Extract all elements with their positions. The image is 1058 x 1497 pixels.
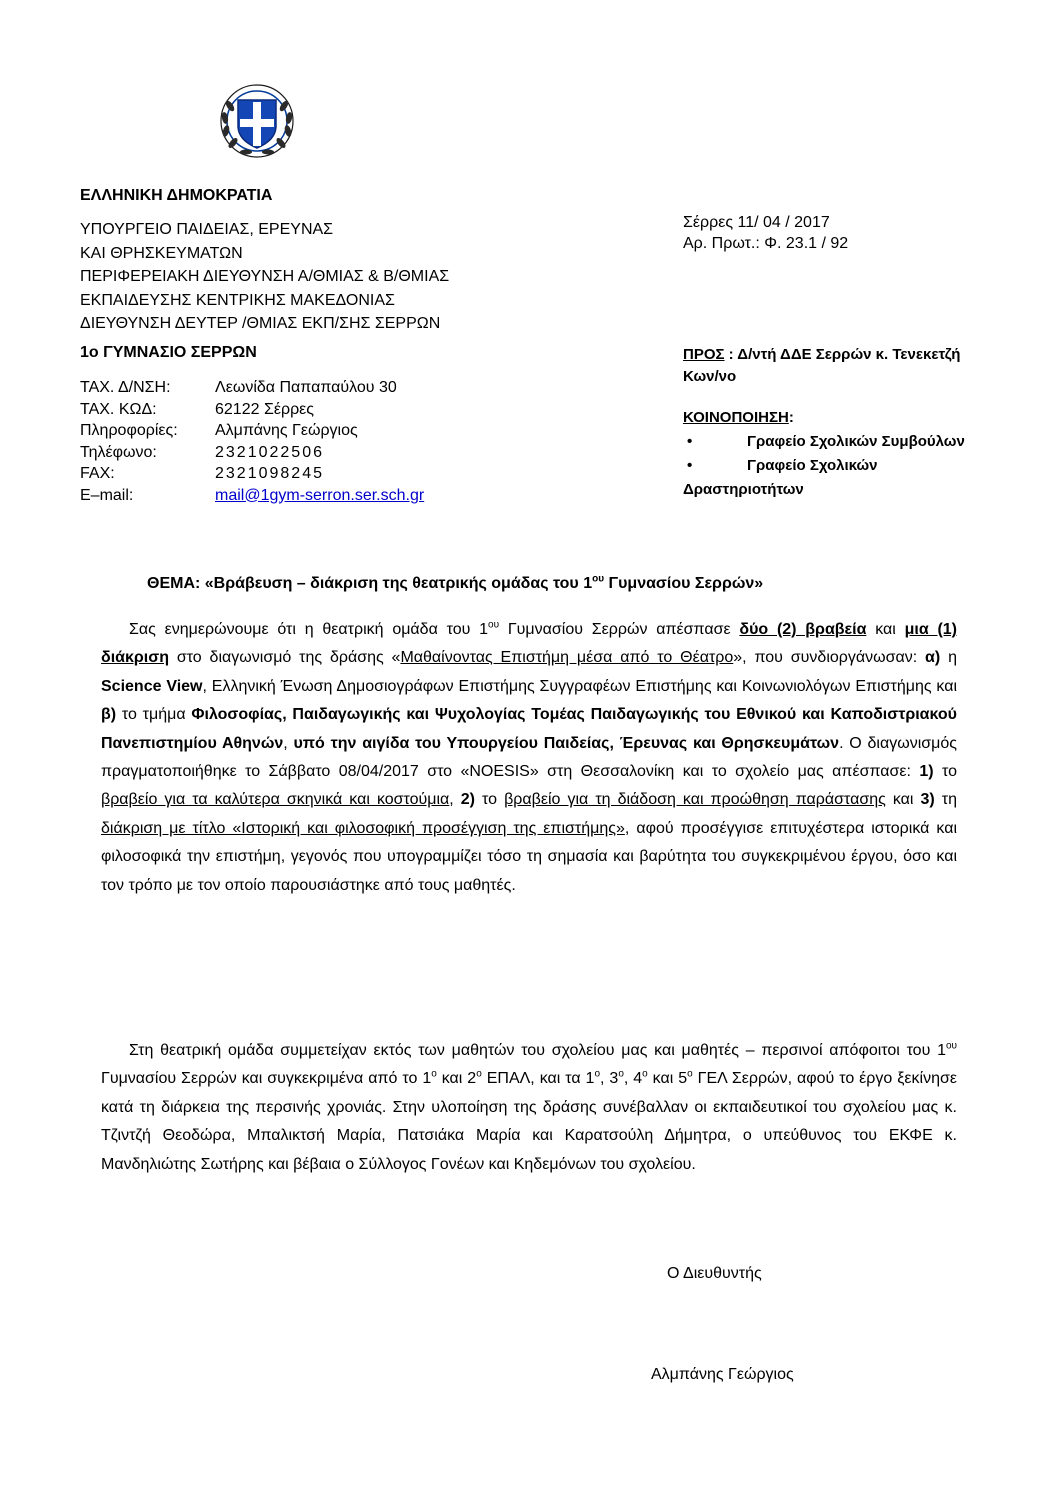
bullet-icon: • (687, 457, 693, 474)
text: , (283, 734, 294, 752)
text: το (475, 791, 505, 809)
text: και (866, 621, 905, 638)
date-block (683, 212, 848, 254)
organization-name: Science View (101, 677, 203, 695)
text: , Ελληνική Ένωση Δημοσιογράφων Επιστήμης Συγγραφέων Επιστήμης και Κοινωνιολόγων Επιστήμης και (202, 677, 957, 695)
ordinal-sup: ο (476, 1069, 482, 1081)
to-label: ΠΡΟΣ (683, 346, 725, 363)
contact-value: 2321022506 (215, 443, 324, 461)
text: Στη θεατρική ομάδα συμμετείχαν εκτός των μαθητών του σχολείου μας και μαθητές – περσινοί απόφοιτοι του 1 (129, 1042, 946, 1059)
country-heading: ΕΛΛΗΝΙΚΗ ΔΗΜΟΚΡΑΤΙΑ (80, 187, 273, 204)
ministry-line: ΥΠΟΥΡΓΕΙΟ ΠΑΙΔΕΙΑΣ, ΕΡΕΥΝΑΣ (80, 221, 334, 238)
ministry-line: ΕΚΠΑΙΔΕΥΣΗΣ ΚΕΝΤΡΙΚΗΣ ΜΑΚΕΔΟΝΙΑΣ (80, 291, 395, 309)
text: και (885, 791, 921, 809)
contact-value: Αλμπάνης Γεώργιος (215, 422, 358, 439)
text: ΓΕΛ Σερρών, αφού το έργο ξεκίνησε κατά τη διάρκεια της περσινής χρονιάς. Στην υλοποίηση της δράσης συνέβαλλαν οι εκπαιδευτικοί του σχολείου μας κ. Τζιντζή Θεοδώρα, Μπαλικτσή Μαρία, Πατσιάκα Μαρία και Καρατσούλη Δήμητρα, ο υπεύθυνος του ΕΚΦΕ κ. Μανδηλιώτης Σωτήρης και βέβαια ο Σύλλογος Γονέων και Κηδεμόνων του σχολείου. (101, 1070, 958, 1173)
text: το (933, 763, 958, 781)
contact-row-info (80, 420, 424, 442)
contact-label: Πληροφορίες: (80, 422, 178, 439)
ministry-line: ΔΙΕΥΘΥΝΣΗ ΔΕΥΤΕΡ /ΘΜΙΑΣ ΕΚΠ/ΣΗΣ ΣΕΡΡΩΝ (80, 315, 441, 332)
contact-row-phone (80, 442, 424, 464)
list-marker: α) (925, 649, 941, 667)
contact-label: ΤΑΧ. Δ/ΝΣΗ: (80, 379, 171, 396)
list-marker: β) (101, 706, 117, 724)
contact-value: 2321098245 (215, 465, 324, 482)
subject-text: Γυμνασίου Σερρών» (604, 575, 764, 592)
ordinal-sup: ο (687, 1069, 693, 1081)
text: , (449, 791, 461, 809)
cc-item-text: Γραφείο Σχολικών Δραστηριοτήτων (683, 457, 878, 498)
email-link[interactable]: mail@1gym-serron.ser.sch.gr (215, 486, 425, 504)
cc-item-text: Γραφείο Σχολικών Συμβούλων (747, 433, 965, 450)
body-paragraph-2 (101, 1037, 957, 1179)
list-marker: 1) (919, 763, 934, 781)
cc-label: ΚΟΙΝΟΠΟΙΗΣΗ (683, 409, 789, 426)
contact-row-address (80, 377, 424, 399)
greek-emblem-icon (218, 82, 296, 160)
text: το τμήμα (116, 706, 192, 724)
auspices-text: υπό την αιγίδα του Υπουργείου Παιδείας, Έρευνας και Θρησκευμάτων (293, 734, 840, 752)
contact-value: Λεωνίδα Παπαπαύλου 30 (215, 379, 397, 396)
cc-block (683, 406, 983, 502)
ministry-line: ΠΕΡΙΦΕΡΕΙΑΚΗ ΔΙΕΥΘΥΝΣΗ Α/ΘΜΙΑΣ & Β/ΘΜΙΑΣ (80, 268, 450, 285)
contact-label: Τηλέφωνο: (80, 443, 157, 461)
program-title: Μαθαίνοντας Επιστήμη μέσα από το Θέατρο (400, 649, 734, 667)
list-marker: 3) (920, 791, 935, 809)
ordinal-sup: ο (594, 1069, 601, 1081)
cc-item (683, 430, 983, 454)
contact-row-email (80, 485, 424, 507)
text: τη (934, 791, 957, 809)
ordinal-sup: ου (945, 1040, 957, 1052)
contact-value: 62122 Σέρρες (215, 400, 315, 418)
contact-label: E–mail: (80, 486, 134, 504)
contact-block (80, 377, 424, 506)
signatory-name: Αλμπάνης Γεώργιος (651, 1366, 794, 1383)
protocol-number: Αρ. Πρωτ.: Φ. 23.1 / 92 (683, 235, 849, 252)
bullet-icon: • (687, 433, 693, 450)
contact-label: FAX: (80, 465, 115, 482)
text: , αφού προσέγγισε επιτυχέστερα ιστορικά και φιλοσοφικά την επιστήμη, γεγονός που υπογραμμίζει τόσο τη σημασία και βαρύτητα του συγκεκριμένου έργου, όσο και τον τρόπο με τον οποίο παρουσιάστηκε από τους μαθητές. (101, 819, 957, 894)
text: και 5 (647, 1070, 688, 1088)
ordinal-sup: ου (592, 573, 605, 585)
subject-text: ΘΕΜΑ: «Βράβευση – διάκριση της θεατρικής ομάδας του 1 (147, 575, 593, 592)
ordinal-sup: ου (488, 619, 500, 631)
text: , 3 (600, 1070, 619, 1088)
awards-highlight: δύο (2) βραβεία (739, 621, 867, 638)
director-title: Ο Διευθυντής (667, 1265, 762, 1282)
ministry-line: ΚΑΙ ΘΡΗΣΚΕΥΜΑΤΩΝ (80, 244, 243, 262)
text: στο διαγωνισμό της δράσης « (168, 649, 401, 667)
cc-item (683, 454, 983, 502)
department-name: Φιλοσοφίας, Παιδαγωγικής και Ψυχολογίας Τομέας Παιδαγωγικής του Εθνικού και Καποδιστριακού Πανεπιστημίου Αθηνών (101, 706, 957, 752)
document-date: Σέρρες 11/ 04 / 2017 (683, 214, 830, 231)
to-text: : Δ/ντή ΔΔΕ Σερρών κ. Τενεκετζή Κων/νο (683, 346, 961, 385)
ordinal-sup: ο (618, 1069, 624, 1081)
cc-colon: : (788, 409, 794, 426)
text: και 2 (436, 1070, 477, 1088)
list-marker: 2) (460, 791, 476, 809)
body-paragraph-1 (101, 616, 957, 900)
text: ΕΠΑΛ, και τα 1 (481, 1070, 595, 1088)
award-3: διάκριση με τίτλο «Ιστορική και φιλοσοφική προσέγγιση της επιστήμης» (101, 819, 625, 837)
contact-row-fax (80, 463, 424, 485)
award-2: βραβείο για τη διάδοση και προώθηση παράστασης (504, 791, 886, 809)
school-name: 1ο ΓΥΜΝΑΣΙΟ ΣΕΡΡΩΝ (80, 344, 257, 361)
ordinal-sup: ο (431, 1069, 437, 1081)
award-1: βραβείο για τα καλύτερα σκηνικά και κοστούμια (101, 791, 450, 809)
text: η (940, 649, 957, 667)
text: Σας ενημερώνουμε ότι η θεατρική ομάδα του 1 (129, 621, 489, 638)
contact-row-postcode (80, 399, 424, 421)
text: », που συνδιοργάνωσαν: (733, 649, 926, 667)
text: , 4 (623, 1070, 643, 1088)
contact-label: ΤΑΧ. ΚΩΔ: (80, 400, 157, 418)
text: Γυμνασίου Σερρών απέσπασε (499, 621, 740, 638)
recipient-block (683, 344, 983, 387)
subject-line (147, 575, 763, 593)
text: Γυμνασίου Σερρών και συγκεκριμένα από το 1 (101, 1070, 432, 1088)
distinction-highlight: μια (1) διάκριση (101, 621, 958, 667)
ordinal-sup: ο (642, 1069, 648, 1081)
text: . Ο διαγωνισμός πραγματοποιήθηκε το Σάββατο 08/04/2017 στο «NOESIS» στη Θεσσαλονίκη και το σχολείο μας απέσπασε: (101, 734, 957, 781)
ministry-block (80, 218, 449, 336)
